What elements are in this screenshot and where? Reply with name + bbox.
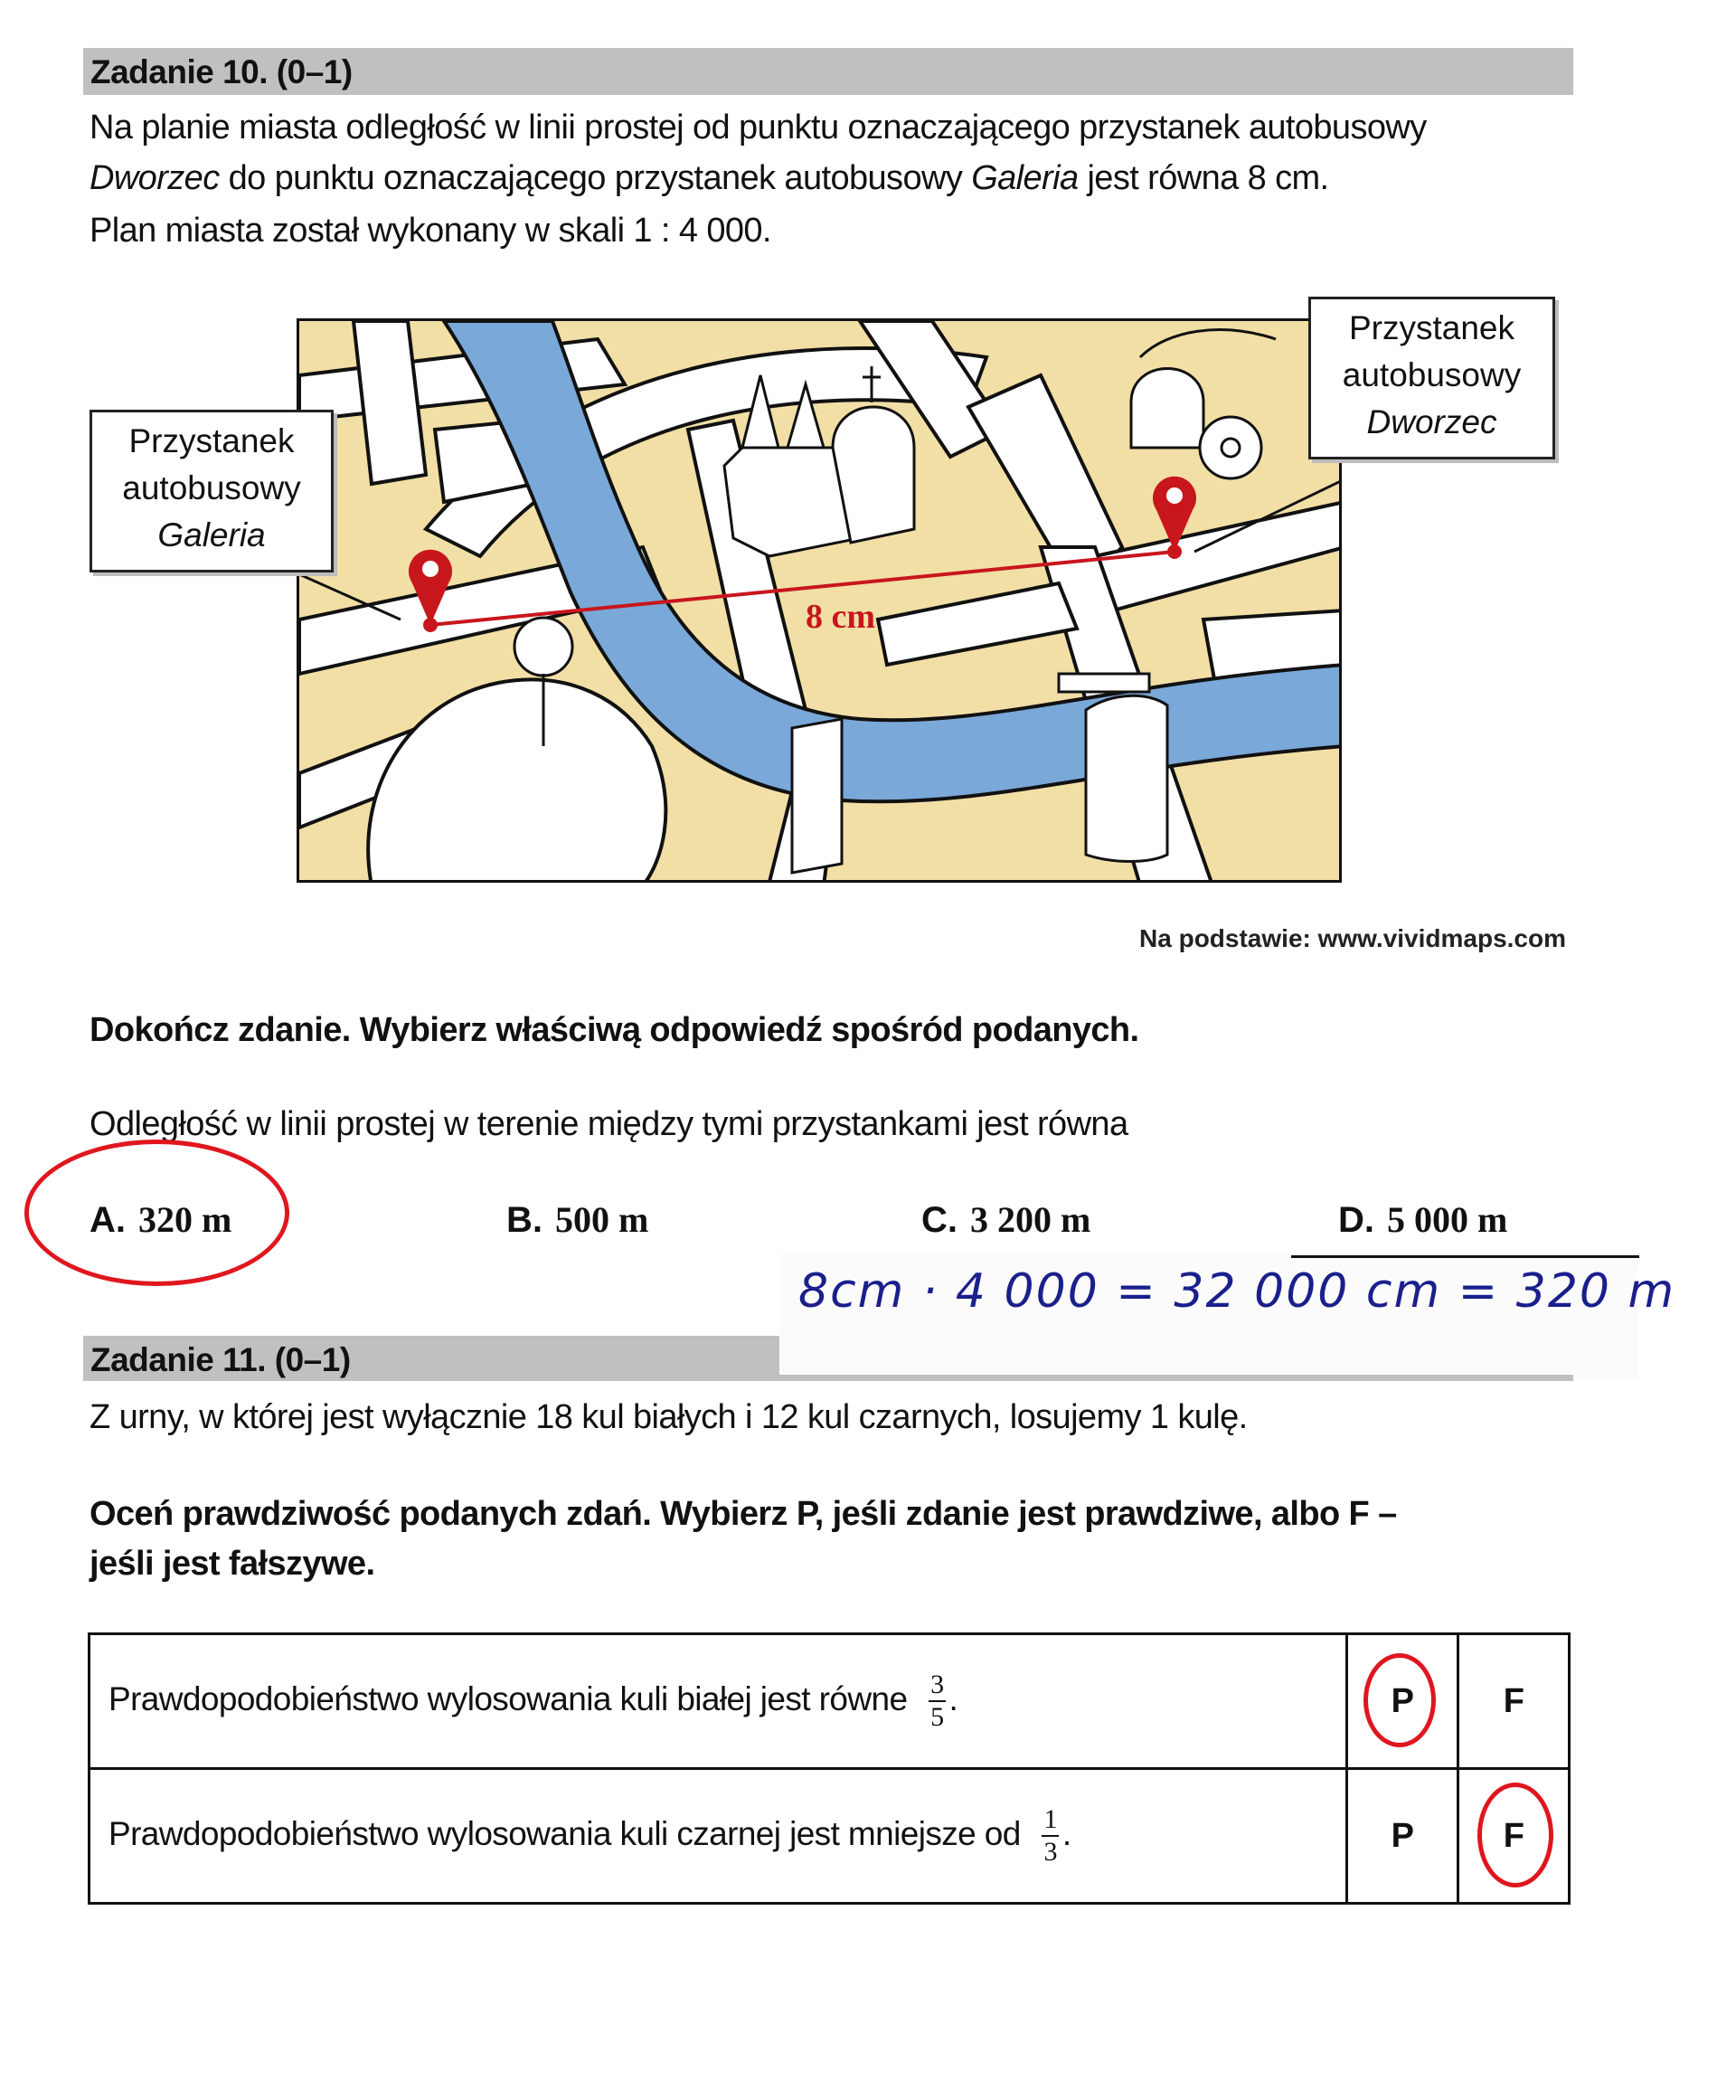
option-label: P [1391,1681,1414,1720]
option-value: 5 000 m [1387,1199,1508,1240]
option-letter: A. [90,1200,126,1240]
option-letter: D. [1338,1200,1374,1240]
callout-dworzec [1308,297,1555,459]
option-b[interactable] [506,1198,648,1241]
intro-text: do punktu oznaczającego przystanek autobusowy [219,159,972,197]
selection-circle-p-row1 [1363,1653,1436,1747]
option-value: 320 m [138,1199,232,1240]
option-d[interactable] [1338,1198,1507,1241]
statement-text: Prawdopodobieństwo wylosowania kuli białej jest równe [108,1679,908,1717]
task11-title: Zadanie 11. (0–1) [90,1341,351,1378]
distance-label: 8 cm [806,598,876,636]
city-map [297,318,1342,883]
stop-name-dworzec: Dworzec [90,159,220,197]
fraction-numerator: 3 [929,1671,945,1702]
source-credit: Na podstawie: www.vividmaps.com [1139,924,1566,952]
option-letter: C. [921,1200,958,1240]
boat-icon [1059,674,1149,692]
option-label: F [1503,1681,1524,1720]
task11-header-underline [779,1375,1573,1381]
callout-line: Przystanek [1348,309,1514,346]
callout-stop-name: Dworzec [1366,403,1497,440]
scan-rule-line [1291,1255,1639,1258]
callout-stop-name: Galeria [157,516,266,553]
task10-intro-line1: Na planie miasta odległość w linii prostej od punktu oznaczającego przystanek autobusowy [90,109,1427,147]
stop-name-galeria: Galeria [971,159,1079,197]
option-letter: B. [506,1200,542,1240]
station-building-icon [1131,330,1276,478]
option-false-row1[interactable] [1458,1634,1570,1769]
callout-line: autobusowy [122,469,301,506]
task11-intro: Z urny, w której jest wyłącznie 18 kul białych i 12 kul czarnych, losujemy 1 kulę. [90,1398,1248,1436]
task10-stem: Odległość w linii prostej w terenie między tymi przystankami jest równa [90,1105,1128,1143]
true-false-table [88,1632,1571,1905]
fraction-denominator: 3 [1043,1837,1057,1867]
option-value: 500 m [555,1199,649,1240]
fraction-denominator: 5 [930,1702,944,1732]
task10-intro-line3: Plan miasta został wykonany w skali 1 : 4 000. [90,212,771,250]
callout-galeria [90,410,334,572]
statement-text: Prawdopodobieństwo wylosowania kuli czarnej jest mniejsze od [108,1814,1021,1852]
option-label: P [1391,1816,1414,1855]
statement-tail: . [1061,1814,1071,1852]
tower-round-icon [1086,695,1167,861]
intro-text-tail: jest równa 8 cm. [1078,159,1329,197]
callout-line: autobusowy [1342,356,1522,393]
option-false-row2[interactable] [1458,1769,1570,1904]
tower-icon [792,719,842,873]
table-row [90,1634,1570,1769]
fraction-numerator: 1 [1042,1806,1058,1837]
park [368,679,665,883]
option-label: F [1503,1816,1524,1855]
option-true-row2[interactable] [1347,1769,1458,1904]
selection-circle-option-a [24,1140,289,1286]
selection-circle-f-row2 [1477,1783,1553,1887]
task10-header-bar [83,48,1573,95]
statement-cell [90,1769,1347,1904]
option-c[interactable] [921,1198,1090,1241]
option-true-row1[interactable] [1347,1634,1458,1769]
handwritten-solution: 8cm · 4 000 = 32 000 cm = 320 m [798,1264,1676,1319]
fraction [1042,1806,1058,1866]
task10-intro-line2 [90,161,1329,195]
table-row [90,1769,1570,1904]
task10-instruction: Dokończ zdanie. Wybierz właściwą odpowiedź spośród podanych. [90,1011,1139,1049]
task10-title: Zadanie 10. (0–1) [90,53,353,90]
option-value: 3 200 m [970,1199,1091,1240]
callout-line: Przystanek [128,422,295,459]
task11-header-bar [83,1336,779,1381]
task11-instruction-line1: Oceń prawdziwość podanych zdań. Wybierz P, jeśli zdanie jest prawdziwe, albo F – [90,1495,1397,1533]
fraction [929,1671,945,1731]
statement-cell [90,1634,1347,1769]
task11-instruction-line2: jeśli jest fałszywe. [90,1545,375,1583]
statement-tail: . [948,1679,958,1717]
